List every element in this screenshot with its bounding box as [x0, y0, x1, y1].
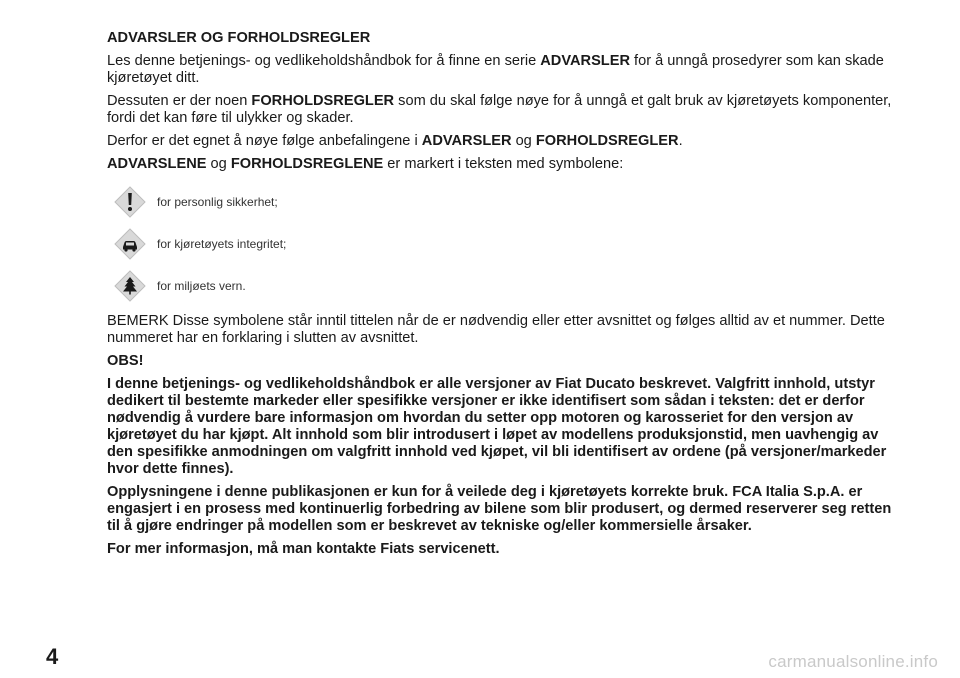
paragraph-forholdsregler [107, 93, 907, 127]
watermark: carmanualsonline.info [768, 652, 938, 671]
symbol-label: for kjøretøyets integritet; [157, 236, 287, 251]
obs-paragraph-publication: Opplysningene i denne publikasjonen er kun for å veilede deg i kjøretøyets korrekte bruk. FCA Italia S.p.A. er engasjert i en prosess med kontinuerlig forbedring av bilene som blir produsert, og dermed reserverer seg retten til å gjøre endringer på modellen som er beskrevet av tekniske og/eller kommersielle årsaker. [107, 484, 892, 534]
personal-safety-warning-icon [113, 185, 147, 219]
keyword-forholdsregler: FORHOLDSREGLER [251, 93, 395, 109]
symbol-row-vehicle [113, 223, 907, 265]
symbol-list [107, 181, 907, 307]
environment-warning-icon [113, 269, 147, 303]
section-heading: ADVARSLER OG FORHOLDSREGLER [107, 30, 371, 46]
document-body [107, 30, 907, 564]
paragraph-text: som du skal følge nøye for å unngå et galt bruk av kjøretøyets komponenter, fordi det kan føre til ulykker og skader. [107, 93, 892, 126]
obs-paragraph-contact: For mer informasjon, må man kontakte Fiats servicenett. [107, 541, 500, 557]
symbol-row-environment [113, 265, 907, 307]
keyword-forholdsregler: FORHOLDSREGLER [535, 133, 679, 149]
keyword-forholdsreglene: FORHOLDSREGLENE [230, 156, 384, 172]
paragraph-text: og [511, 133, 536, 149]
paragraph-text: er markert i teksten med symbolene: [383, 156, 624, 172]
symbol-row-personal [113, 181, 907, 223]
paragraph-recommendation [107, 133, 907, 150]
paragraph-note: BEMERK Disse symbolene står inntil tittelen når de er nødvendig eller etter avsnittet og følges alltid av et nummer. Dette nummeret har en forklaring i slutten av avsnittet. [107, 313, 885, 346]
paragraph-text: Les denne betjenings- og vedlikeholdshåndbok for å finne en serie [107, 53, 541, 69]
paragraph-intro [107, 53, 907, 87]
symbol-label: for personlig sikkerhet; [157, 194, 278, 209]
vehicle-integrity-warning-icon [113, 227, 147, 261]
keyword-advarslene: ADVARSLENE [107, 156, 207, 172]
paragraph-symbols-intro [107, 156, 907, 173]
keyword-advarsler: ADVARSLER [421, 133, 512, 149]
obs-title: OBS! [107, 353, 144, 369]
symbol-label: for miljøets vern. [157, 278, 246, 293]
paragraph-text: Derfor er det egnet å nøye følge anbefalingene i [107, 133, 422, 149]
paragraph-text: og [206, 156, 231, 172]
keyword-advarsler: ADVARSLER [540, 53, 630, 69]
obs-paragraph-versions: I denne betjenings- og vedlikeholdshåndbok er alle versjoner av Fiat Ducato beskrevet. Valgfritt innhold, utstyr dedikert til bestemte markeder eller spesifikke versjoner er ikke identifisert som sådan i teksten: det er derfor nødvendig å vurdere bare informasjon om hvordan du setter opp motoren og karosseriet for den versjon av kjøretøyet du har kjøpt. Alt innhold som blir introdusert i løpet av modellens produksjonstid, men uavhengig av den spesifikke anmodningen om valgfritt innhold ved kjøpet, vil bli identifisert av ordene (på versjoner/markeder hvor dette finnes). [107, 376, 887, 477]
paragraph-text: Dessuten er der noen [107, 93, 252, 109]
paragraph-text: for å unngå prosedyrer som kan skade kjøretøyet ditt. [107, 53, 884, 86]
page-number: 4 [46, 644, 59, 669]
obs-section [107, 353, 907, 558]
paragraph-text: . [678, 133, 683, 149]
